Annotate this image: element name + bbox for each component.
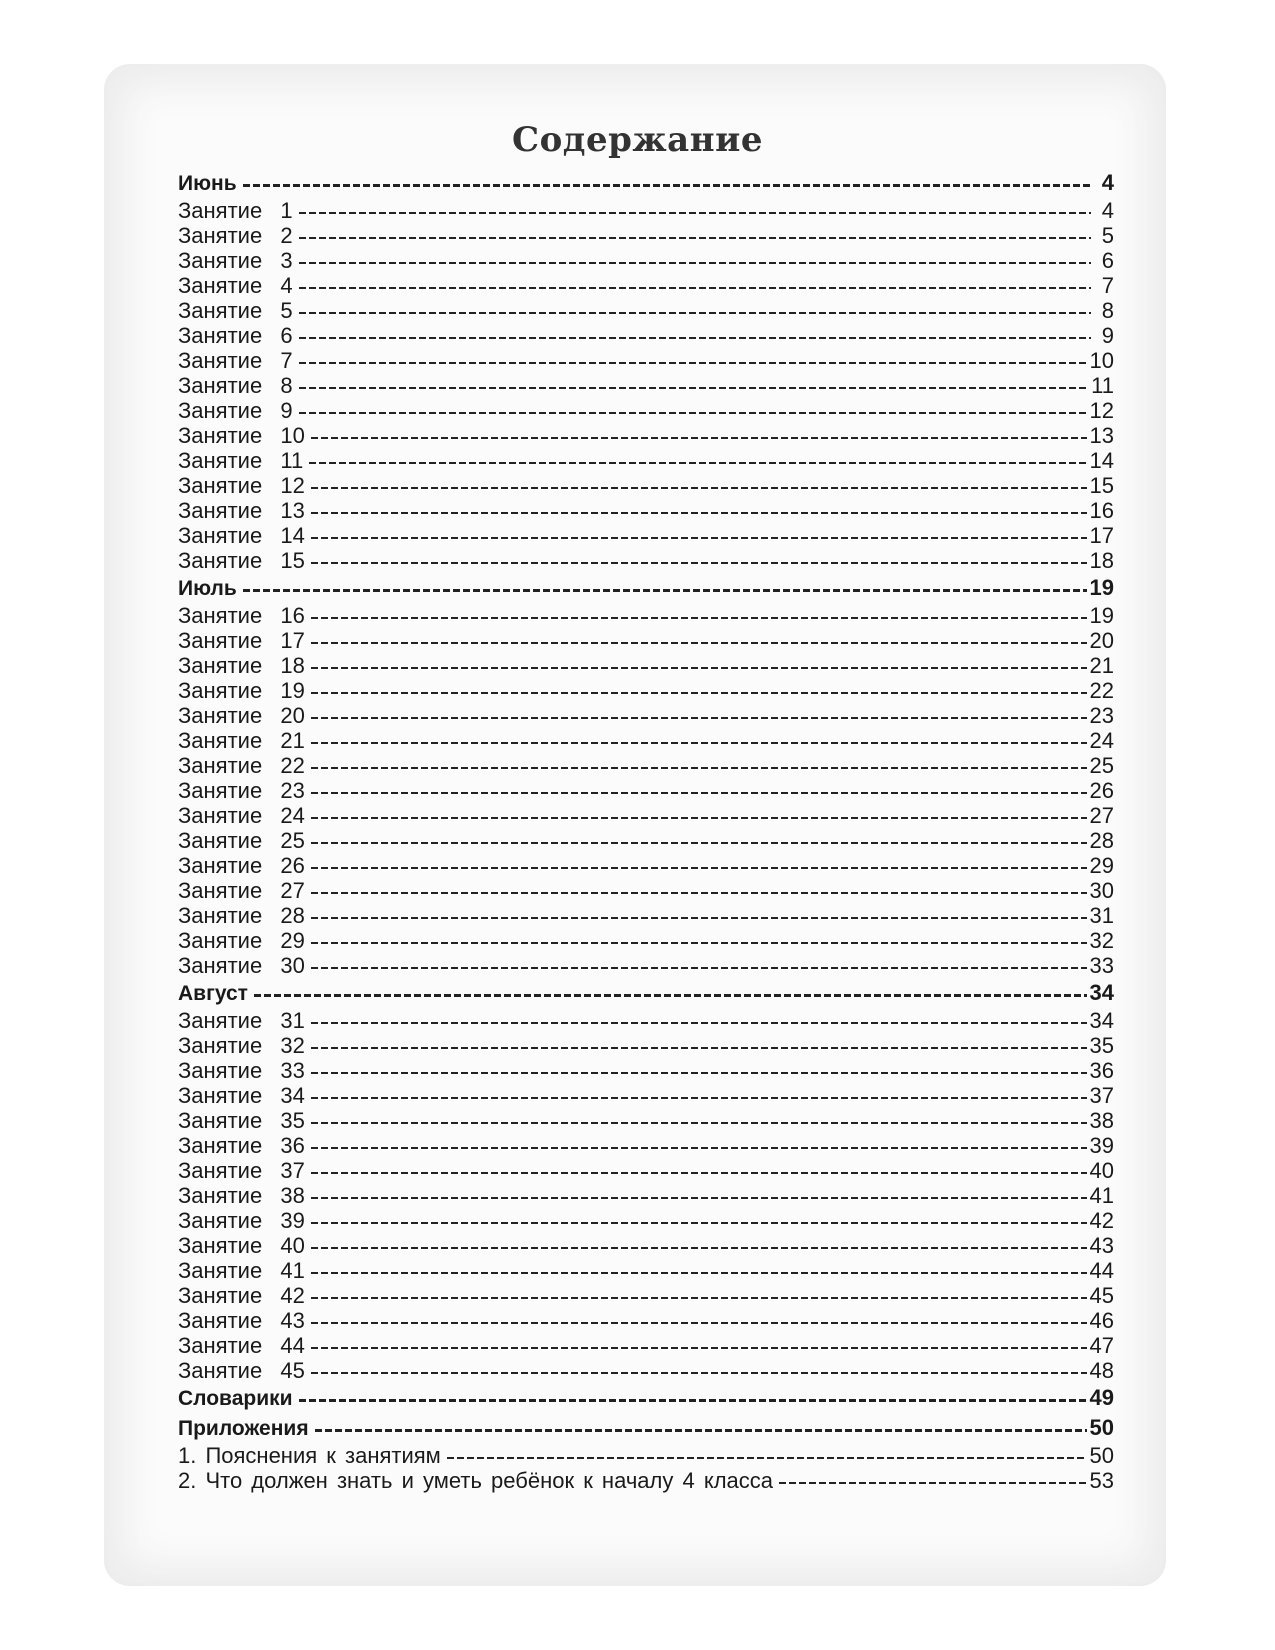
entry-label: Занятие 3 <box>178 248 293 273</box>
page-number: 49 <box>1089 1385 1114 1410</box>
toc-entry-row <box>178 953 1114 978</box>
toc-entry-row <box>178 1258 1114 1283</box>
toc-section-row <box>178 1383 1114 1413</box>
entry-label: Занятие 27 <box>178 878 305 903</box>
entry-label: Занятие 11 <box>178 448 304 473</box>
toc-section-row <box>178 573 1114 603</box>
toc-entry-row <box>178 1183 1114 1208</box>
entry-label: Занятие 38 <box>178 1183 305 1208</box>
entry-label: Занятие 8 <box>178 373 293 398</box>
dot-leader <box>311 1072 1087 1074</box>
entry-label: Занятие 28 <box>178 903 305 928</box>
page-number: 31 <box>1089 903 1114 928</box>
dot-leader <box>311 1147 1087 1149</box>
toc-entry-row <box>178 628 1114 653</box>
entry-label: Занятие 35 <box>178 1108 305 1133</box>
page-number: 19 <box>1089 603 1114 628</box>
page-number: 30 <box>1089 878 1114 903</box>
dot-leader <box>299 262 1091 264</box>
entry-label: Занятие 21 <box>178 728 305 753</box>
dot-leader <box>311 487 1087 489</box>
dot-leader <box>311 1272 1087 1274</box>
toc-entry-row <box>178 548 1114 573</box>
toc-entry-row <box>178 1058 1114 1083</box>
toc-section-row <box>178 1413 1114 1443</box>
entry-label: Занятие 36 <box>178 1133 305 1158</box>
dot-leader <box>299 412 1087 414</box>
entry-label: 1. Пояснения к занятиям <box>178 1443 441 1468</box>
page-number: 13 <box>1089 423 1114 448</box>
toc-entry-row <box>178 753 1114 778</box>
page-number: 47 <box>1089 1333 1114 1358</box>
toc-entry-row <box>178 1083 1114 1108</box>
toc-entry-row <box>178 1008 1114 1033</box>
section-heading: Словарики <box>178 1387 293 1410</box>
entry-label: Занятие 43 <box>178 1308 305 1333</box>
dot-leader <box>311 742 1087 744</box>
dot-leader <box>311 942 1087 944</box>
entry-label: Занятие 9 <box>178 398 293 423</box>
dot-leader <box>311 617 1087 619</box>
toc-entry-row <box>178 498 1114 523</box>
dot-leader <box>311 967 1087 969</box>
page-number: 42 <box>1089 1208 1114 1233</box>
entry-label: Занятие 31 <box>178 1008 305 1033</box>
dot-leader <box>311 562 1087 564</box>
page-number: 50 <box>1089 1415 1114 1440</box>
entry-label: Занятие 23 <box>178 778 305 803</box>
dot-leader <box>311 642 1087 644</box>
page-number: 6 <box>1101 248 1114 273</box>
dot-leader <box>243 184 1091 187</box>
page-number: 41 <box>1089 1183 1114 1208</box>
page-number: 5 <box>1101 223 1114 248</box>
entry-label: Занятие 30 <box>178 953 305 978</box>
toc-entry-row <box>178 248 1114 273</box>
page-number: 44 <box>1089 1258 1114 1283</box>
page-number: 33 <box>1089 953 1114 978</box>
toc-entry-row <box>178 1283 1114 1308</box>
page-number: 46 <box>1089 1308 1114 1333</box>
toc-entry-row <box>178 348 1114 373</box>
entry-label: Занятие 18 <box>178 653 305 678</box>
dot-leader <box>311 767 1087 769</box>
dot-leader <box>311 842 1087 844</box>
entry-label: Занятие 34 <box>178 1083 305 1108</box>
entry-label: Занятие 2 <box>178 223 293 248</box>
page-number: 16 <box>1089 498 1114 523</box>
entry-label: Занятие 25 <box>178 828 305 853</box>
dot-leader <box>311 917 1087 919</box>
page-number: 45 <box>1089 1283 1114 1308</box>
page-number: 12 <box>1089 398 1114 423</box>
entry-label: Занятие 6 <box>178 323 293 348</box>
toc-entry-row <box>178 223 1114 248</box>
dot-leader <box>311 792 1087 794</box>
page-number: 29 <box>1089 853 1114 878</box>
toc-entry-row <box>178 603 1114 628</box>
dot-leader <box>447 1457 1087 1459</box>
dot-leader <box>299 387 1089 389</box>
page-number: 28 <box>1089 828 1114 853</box>
dot-leader <box>299 212 1091 214</box>
toc-entry-row <box>178 678 1114 703</box>
toc-entry-row <box>178 198 1114 223</box>
entry-label: Занятие 10 <box>178 423 305 448</box>
toc-section-row <box>178 978 1114 1008</box>
toc-entry-row <box>178 828 1114 853</box>
dot-leader <box>311 1347 1087 1349</box>
toc-entry-row <box>178 1468 1114 1493</box>
entry-label: 2. Что должен знать и уметь ребёнок к началу 4 класса <box>178 1468 774 1493</box>
toc-entry-row <box>178 473 1114 498</box>
page-title: Содержание <box>512 120 763 160</box>
page-number: 37 <box>1089 1083 1114 1108</box>
toc-section-row <box>178 168 1114 198</box>
dot-leader <box>311 867 1087 869</box>
entry-label: Занятие 14 <box>178 523 305 548</box>
dot-leader <box>315 1429 1087 1432</box>
entry-label: Занятие 26 <box>178 853 305 878</box>
entry-label: Занятие 15 <box>178 548 305 573</box>
page-number: 20 <box>1089 628 1114 653</box>
entry-label: Занятие 22 <box>178 753 305 778</box>
toc-entry-row <box>178 1358 1114 1383</box>
entry-label: Занятие 5 <box>178 298 293 323</box>
page-number: 27 <box>1089 803 1114 828</box>
entry-label: Занятие 13 <box>178 498 305 523</box>
toc-entry-row <box>178 728 1114 753</box>
page-number: 32 <box>1089 928 1114 953</box>
dot-leader <box>311 1322 1087 1324</box>
page-number: 48 <box>1089 1358 1114 1383</box>
dot-leader <box>311 1122 1087 1124</box>
dot-leader <box>311 1197 1087 1199</box>
page-number: 26 <box>1089 778 1114 803</box>
entry-label: Занятие 4 <box>178 273 293 298</box>
page-number: 4 <box>1101 198 1114 223</box>
toc-entry-row <box>178 928 1114 953</box>
dot-leader <box>311 512 1087 514</box>
page-number: 40 <box>1089 1158 1114 1183</box>
toc-entry-row <box>178 1158 1114 1183</box>
dot-leader <box>299 287 1091 289</box>
table-of-contents <box>178 168 1114 1493</box>
dot-leader <box>311 667 1087 669</box>
toc-entry-row <box>178 523 1114 548</box>
page-number: 8 <box>1101 298 1114 323</box>
entry-label: Занятие 42 <box>178 1283 305 1308</box>
entry-label: Занятие 37 <box>178 1158 305 1183</box>
entry-label: Занятие 16 <box>178 603 305 628</box>
toc-entry-row <box>178 1233 1114 1258</box>
page-number: 15 <box>1089 473 1114 498</box>
dot-leader <box>311 892 1087 894</box>
page-number: 35 <box>1089 1033 1114 1058</box>
toc-entry-row <box>178 373 1114 398</box>
page-number: 38 <box>1089 1108 1114 1133</box>
entry-label: Занятие 45 <box>178 1358 305 1383</box>
entry-label: Занятие 19 <box>178 678 305 703</box>
section-heading: Август <box>178 982 248 1005</box>
dot-leader <box>311 1097 1087 1099</box>
dot-leader <box>311 1047 1087 1049</box>
toc-entry-row <box>178 1208 1114 1233</box>
page-number: 11 <box>1091 373 1114 398</box>
page-number: 24 <box>1089 728 1114 753</box>
page-number: 23 <box>1089 703 1114 728</box>
entry-label: Занятие 29 <box>178 928 305 953</box>
dot-leader <box>299 237 1091 239</box>
toc-entry-row <box>178 878 1114 903</box>
page-number: 7 <box>1101 273 1114 298</box>
page-number: 17 <box>1089 523 1114 548</box>
entry-label: Занятие 17 <box>178 628 305 653</box>
entry-label: Занятие 33 <box>178 1058 305 1083</box>
dot-leader <box>299 312 1091 314</box>
page-number: 53 <box>1089 1468 1114 1493</box>
toc-entry-row <box>178 423 1114 448</box>
entry-label: Занятие 41 <box>178 1258 305 1283</box>
page-number: 4 <box>1101 170 1114 195</box>
toc-entry-row <box>178 273 1114 298</box>
toc-entry-row <box>178 853 1114 878</box>
entry-label: Занятие 24 <box>178 803 305 828</box>
toc-entry-row <box>178 1133 1114 1158</box>
page-number: 9 <box>1101 323 1114 348</box>
dot-leader <box>311 717 1087 719</box>
entry-label: Занятие 1 <box>178 198 293 223</box>
toc-entry-row <box>178 903 1114 928</box>
dot-leader <box>779 1482 1087 1484</box>
dot-leader <box>311 1172 1087 1174</box>
page-number: 34 <box>1089 980 1114 1005</box>
dot-leader <box>311 1372 1087 1374</box>
dot-leader <box>311 1022 1087 1024</box>
dot-leader <box>311 1297 1087 1299</box>
dot-leader <box>309 462 1086 464</box>
dot-leader <box>311 1222 1087 1224</box>
entry-label: Занятие 44 <box>178 1333 305 1358</box>
toc-entry-row <box>178 323 1114 348</box>
page-number: 25 <box>1089 753 1114 778</box>
dot-leader <box>311 1247 1087 1249</box>
toc-entry-row <box>178 1108 1114 1133</box>
toc-entry-row <box>178 1333 1114 1358</box>
page-number: 36 <box>1089 1058 1114 1083</box>
entry-label: Занятие 7 <box>178 348 293 373</box>
toc-entry-row <box>178 653 1114 678</box>
entry-label: Занятие 39 <box>178 1208 305 1233</box>
page-number: 18 <box>1089 548 1114 573</box>
page-number: 34 <box>1089 1008 1114 1033</box>
page-number: 39 <box>1089 1133 1114 1158</box>
page-number: 14 <box>1089 448 1114 473</box>
toc-entry-row <box>178 448 1114 473</box>
dot-leader <box>311 692 1087 694</box>
section-heading: Июнь <box>178 172 237 195</box>
entry-label: Занятие 12 <box>178 473 305 498</box>
dot-leader <box>299 362 1087 364</box>
dot-leader <box>299 337 1091 339</box>
entry-label: Занятие 40 <box>178 1233 305 1258</box>
entry-label: Занятие 32 <box>178 1033 305 1058</box>
dot-leader <box>254 994 1087 997</box>
dot-leader <box>243 589 1087 592</box>
page-number: 43 <box>1089 1233 1114 1258</box>
page-number: 21 <box>1089 653 1114 678</box>
toc-entry-row <box>178 298 1114 323</box>
page-number: 10 <box>1089 348 1114 373</box>
toc-entry-row <box>178 1443 1114 1468</box>
page-number: 50 <box>1089 1443 1114 1468</box>
toc-entry-row <box>178 398 1114 423</box>
entry-label: Занятие 20 <box>178 703 305 728</box>
section-heading: Приложения <box>178 1417 309 1440</box>
dot-leader <box>311 437 1087 439</box>
toc-entry-row <box>178 1308 1114 1333</box>
page-number: 19 <box>1089 575 1114 600</box>
dot-leader <box>311 537 1087 539</box>
toc-entry-row <box>178 803 1114 828</box>
dot-leader <box>299 1399 1087 1402</box>
page-number: 22 <box>1089 678 1114 703</box>
dot-leader <box>311 817 1087 819</box>
section-heading: Июль <box>178 577 237 600</box>
toc-entry-row <box>178 778 1114 803</box>
toc-entry-row <box>178 1033 1114 1058</box>
toc-entry-row <box>178 703 1114 728</box>
